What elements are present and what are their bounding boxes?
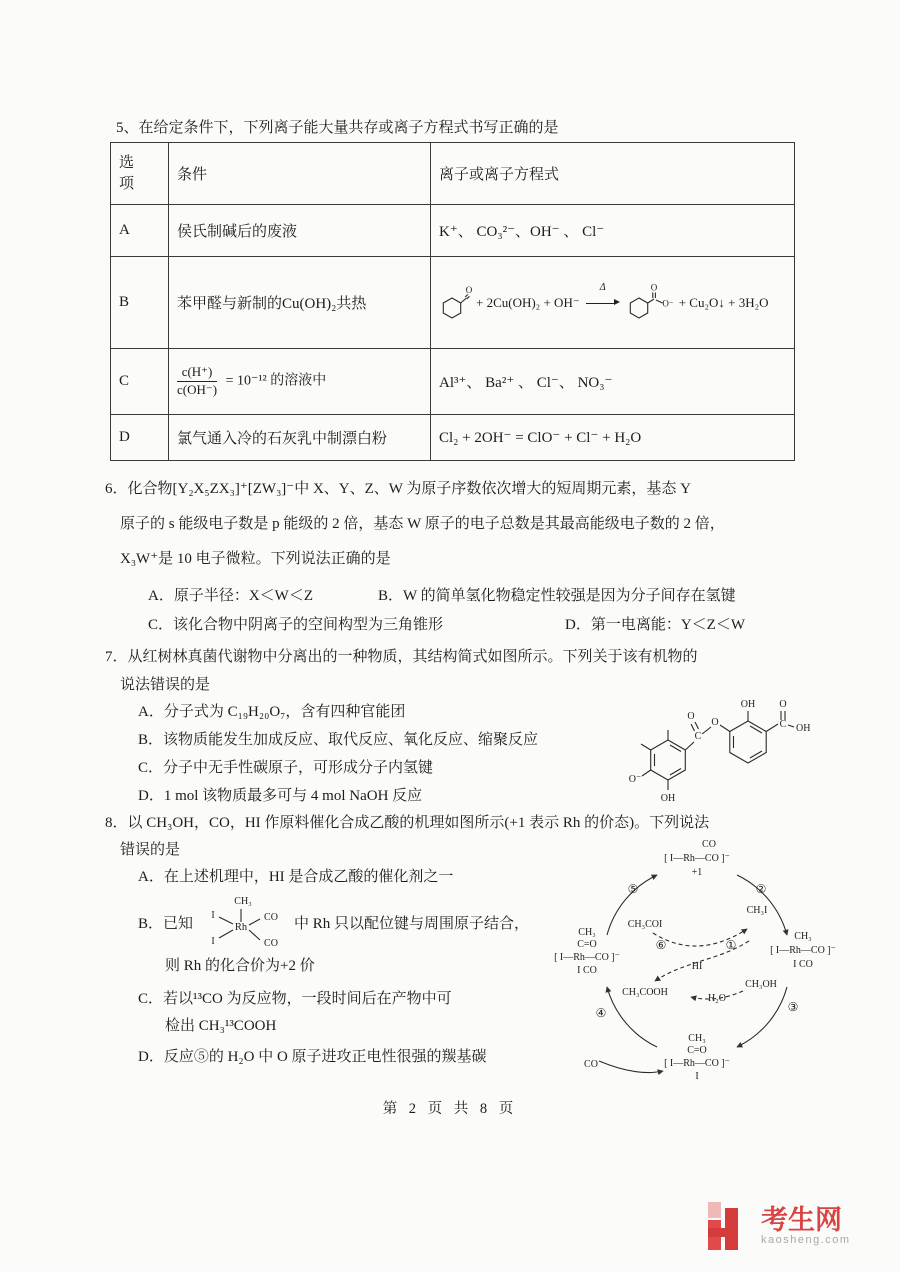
label-o-minus: O⁻ — [662, 298, 674, 308]
label-cooh-o: O — [779, 699, 787, 710]
cycle-co: CO — [584, 1059, 598, 1070]
q5-rowD-ions: Cl₂ + 2OH⁻ = ClO⁻ + Cl⁻ + H₂O — [431, 415, 795, 461]
q8-option-d: D．反应⑤的 H₂O 中 O 原子进攻正电性很强的羰基碳 — [138, 1049, 487, 1065]
q5-rowC-fraction — [177, 365, 217, 398]
label-oh-top: OH — [740, 699, 756, 710]
q5-stem: 5、在给定条件下，下列离子能大量共存或离子方程式书写正确的是 — [116, 120, 559, 136]
q5-row-b — [111, 257, 795, 349]
q6-option-d: D．第一电离能：Y＜Z＜W — [565, 617, 745, 633]
label-ester-o: O — [711, 717, 719, 728]
cycle-south-ch3: CH₃ — [688, 1033, 706, 1044]
q5-rowC-option: C — [111, 349, 169, 415]
label-i1: I — [211, 910, 215, 921]
cycle-step-2: ② — [755, 882, 767, 896]
q7-option-c: C．分子中无手性碳原子，可形成分子内氢键 — [138, 760, 434, 776]
label-o: O — [465, 284, 473, 295]
q5-header-ions: 离子或离子方程式 — [431, 143, 795, 205]
cycle-west-ch3: CH₃ — [578, 927, 596, 938]
q5-rowB-equation — [439, 282, 786, 324]
q5-rowB-condition: 苯甲醛与新制的Cu(OH)₂共热 — [169, 257, 431, 349]
cycle-west-acyl: C=O — [577, 939, 597, 950]
q5-rowA-condition: 侯氏制碱后的废液 — [169, 205, 431, 257]
kaosheng-logo-text — [761, 1206, 851, 1246]
cycle-ch3coi: CH₃COI — [627, 919, 663, 930]
q8-option-c-line2: 检出 CH₃¹³COOH — [165, 1018, 277, 1034]
cycle-north-co: CO — [702, 839, 716, 850]
fraction-numerator: c(H⁺) — [177, 365, 217, 382]
label-oh-bottom: OH — [660, 793, 676, 804]
reaction-arrow — [586, 281, 620, 311]
label-co1: CO — [264, 912, 278, 923]
cycle-east-ligands: I CO — [793, 959, 813, 970]
label-cooh-c: C — [779, 719, 787, 730]
cycle-step-6: ⑥ — [655, 938, 667, 952]
cycle-h2o: H₂O — [708, 993, 726, 1004]
label-cooh-oh: OH — [796, 723, 810, 734]
q7-option-a: A．分子式为 C₁₉H₂₀O₇，含有四种官能团 — [138, 704, 406, 720]
q5-header-row — [111, 143, 795, 205]
cycle-west-ligands: I CO — [577, 965, 597, 976]
q7-option-b: B．该物质能发生加成反应、取代反应、氧化反应、缩聚反应 — [138, 732, 539, 748]
q6-stem-line1: 6．化合物[Y₂X₅ZX₃]⁺[ZW₃]⁻中 X、Y、Z、W 为原子序数依次增大的短周期元素，基态 Y — [105, 481, 692, 497]
q5-header-option-line2: 项 — [119, 175, 135, 192]
q8-option-b-line2: 则 Rh 的化合价为+2 价 — [165, 958, 315, 974]
q5-rowC-condition-text: = 10⁻¹² 的溶液中 — [225, 373, 327, 389]
cycle-ch3i: CH₃I — [746, 905, 768, 916]
q6-option-c: C．该化合物中阴离子的空间构型为三角锥形 — [148, 617, 444, 633]
cycle-east-rh: [ I—Rh—CO ]⁻ — [770, 945, 836, 956]
cycle-step-1: ① — [725, 938, 737, 952]
kaosheng-logo-name: 考生网 — [761, 1204, 842, 1235]
cycle-hi: HI — [691, 961, 703, 972]
q8-catalytic-cycle-figure — [545, 833, 845, 1095]
fraction-denominator: c(OH⁻) — [177, 382, 218, 397]
label-ester-dbl-o: O — [687, 711, 695, 722]
delta-symbol: Δ — [599, 281, 606, 293]
cycle-east-ch3: CH₃ — [794, 931, 812, 942]
label-ch3: CH₃ — [234, 896, 252, 907]
label-rh: Rh — [234, 922, 248, 933]
q5-row-a — [111, 205, 795, 257]
benzaldehyde-structure — [439, 282, 473, 324]
label-ester-c: C — [694, 731, 702, 742]
q6-stem-line3: X₃W⁺是 10 电子微粒。下列说法正确的是 — [120, 551, 391, 567]
q5-rowD-condition: 氯气通入冷的石灰乳中制漂白粉 — [169, 415, 431, 461]
q8-option-c-line1: C．若以¹³CO 为反应物，一段时间后在产物中可 — [138, 991, 452, 1007]
kaosheng-logo-domain: kaosheng.com — [761, 1234, 851, 1247]
q5-rowD-option: D — [111, 415, 169, 461]
label-i2: I — [211, 936, 215, 947]
q7-stem-line2: 说法错误的是 — [120, 677, 211, 693]
cycle-step-5: ⑤ — [627, 882, 639, 896]
q5-header-option — [111, 143, 169, 205]
q6-option-b: B．W 的简单氢化物稳定性较强是因为分子间存在氢键 — [378, 588, 736, 604]
cycle-south-rh: [ I—Rh—CO ]⁻ — [664, 1058, 730, 1069]
benzoate-structure — [626, 282, 676, 324]
q5-rowC-ions: Al³⁺、 Ba²⁺ 、 Cl⁻、 NO₃⁻ — [431, 349, 795, 415]
cycle-north-rh: [ I—Rh—CO ]⁻ — [664, 853, 730, 864]
label-o: O — [650, 282, 657, 292]
kaosheng-logo — [708, 1202, 851, 1250]
q7-stem-line1: 7．从红树林真菌代谢物中分离出的一种物质，其结构简式如图所示。下列关于该有机物的 — [105, 649, 698, 665]
q5-rowB-option: B — [111, 257, 169, 349]
kaosheng-logo-icon — [708, 1202, 752, 1250]
label-o-minus: O⁻ — [628, 774, 642, 785]
cycle-step-4: ④ — [595, 1006, 607, 1020]
q5-rowB-eq-part2: + Cu₂O↓ + 3H₂O — [678, 294, 769, 310]
cycle-step-3: ③ — [787, 1000, 799, 1014]
q8-option-b-post: 中 Rh 只以配位键与周围原子结合， — [294, 916, 530, 932]
q6-stem-line2: 原子的 s 能级电子数是 p 能级的 2 倍，基态 W 原子的电子总数是其最高能级电子数的 2 倍， — [120, 516, 725, 532]
q8-stem-line2: 错误的是 — [120, 842, 181, 858]
q7-structure-figure — [612, 676, 810, 806]
cycle-south-acyl: C=O — [687, 1045, 707, 1056]
cycle-south-i: I — [695, 1071, 699, 1082]
q8-stem-line1: 8．以 CH₃OH，CO，HI 作原料催化合成乙酸的机理如图所示(+1 表示 Rh 的价态)。下列说法 — [105, 815, 710, 831]
page-number: 第 2 页 共 8 页 — [382, 1101, 518, 1117]
q8-option-b-pre: B．已知 — [138, 916, 194, 932]
q8-rh-complex-figure — [203, 892, 289, 952]
q5-table — [110, 142, 795, 461]
q5-rowA-ions: K⁺、 CO₃²⁻、OH⁻ 、 Cl⁻ — [431, 205, 795, 257]
cycle-west-rh: [ I—Rh—CO ]⁻ — [554, 952, 620, 963]
q5-rowB-eq-part1: + 2Cu(OH)₂ + OH⁻ — [476, 294, 580, 310]
q5-rowA-option: A — [111, 205, 169, 257]
cycle-ch3cooh: CH₃COOH — [622, 987, 668, 998]
q5-header-option-line1: 选 — [119, 155, 135, 172]
q8-option-a: A．在上述机理中，HI 是合成乙酸的催化剂之一 — [138, 869, 454, 885]
q6-option-a: A．原子半径：X＜W＜Z — [148, 588, 313, 604]
q5-row-d — [111, 415, 795, 461]
cycle-ch3oh: CH₃OH — [745, 979, 777, 990]
q5-header-condition: 条件 — [169, 143, 431, 205]
q5-row-c — [111, 349, 795, 415]
cycle-north-valence: +1 — [691, 867, 703, 878]
label-co2: CO — [264, 938, 278, 949]
q7-option-d: D．1 mol 该物质最多可与 4 mol NaOH 反应 — [138, 788, 423, 804]
